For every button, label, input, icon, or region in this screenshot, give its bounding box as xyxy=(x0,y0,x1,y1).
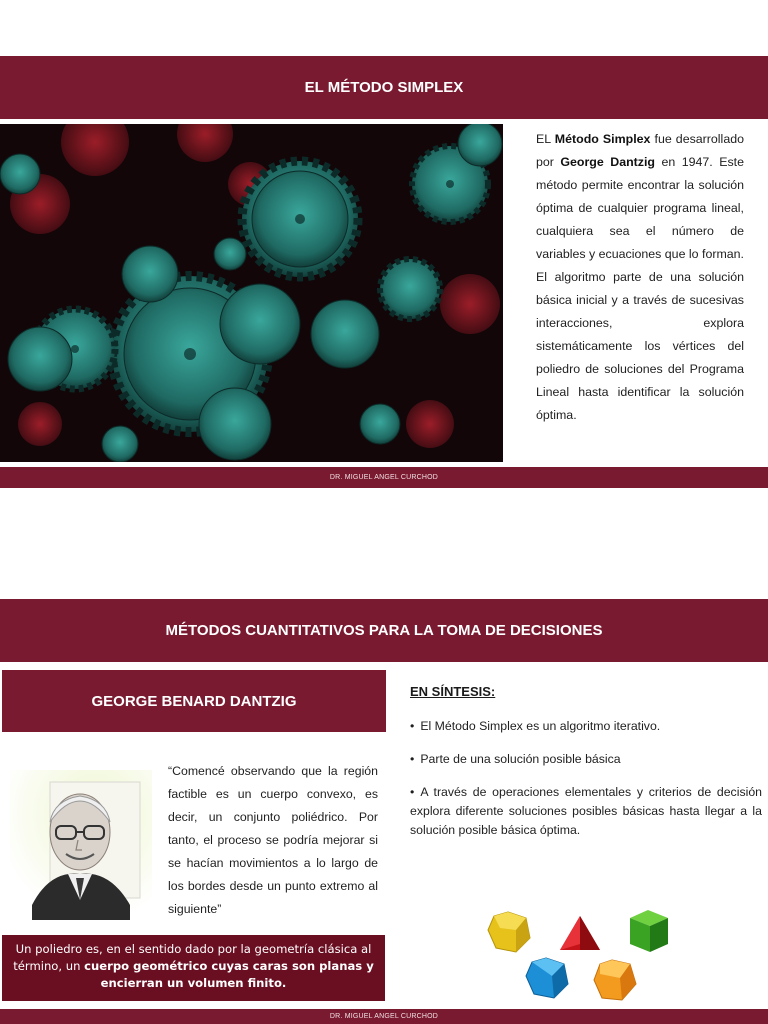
summary-item-text: A través de operaciones elementales y criterios de decisión explora diferente soluciones posibles básicas hasta llegar a la solución posible básica óptima. xyxy=(410,785,762,837)
portrait-image xyxy=(10,770,152,920)
blue-polyhedron-icon xyxy=(526,958,568,998)
slide-title: MÉTODOS CUANTITATIVOS PARA LA TOMA DE DECISIONES xyxy=(0,599,768,662)
summary-list xyxy=(410,717,762,840)
bullet-icon: • xyxy=(410,752,415,766)
slide-footer: DR. MIGUEL ANGEL CURCHOD xyxy=(0,1009,768,1024)
gears-image xyxy=(0,124,503,462)
dantzig-quote: “Comencé observando que la región factible es un cuerpo convexo, es decir, un conjunto poliédrico. Por tanto, el proceso se podría mejorar si se hacían movimientos a lo largo de los bordes desde un punto extremo al siguiente” xyxy=(168,764,378,916)
bullet-icon: • xyxy=(410,785,415,799)
slide-footer: DR. MIGUEL ANGEL CURCHOD xyxy=(0,467,768,488)
yellow-polyhedron-icon xyxy=(488,912,530,952)
summary-item-text: Parte de una solución posible básica xyxy=(420,752,621,766)
definition-bold: cuerpo geométrico cuyas caras son planas y encierran un volumen finito. xyxy=(84,959,374,990)
slide-title: EL MÉTODO SIMPLEX xyxy=(0,56,768,119)
desc-bold-author: George Dantzig xyxy=(560,155,655,169)
list-item xyxy=(410,783,762,840)
red-pyramid-icon xyxy=(560,916,600,950)
polyhedra-image xyxy=(480,904,680,1012)
polyhedron-definition xyxy=(2,935,385,1001)
definition-text: Un poliedro es, en el sentido dado por la geometría clásica al término, un xyxy=(13,942,372,973)
name-box: GEORGE BENARD DANTZIG xyxy=(2,670,386,732)
desc-text-3: en 1947. Este método permite encontrar la solución óptima de cualquier programa lineal, cualquiera sea el número de variables y ecuaciones que lo forman. El algoritmo parte de una solución básica inicial y a través de sucesivas interacciones, explora sistemáticamente los vértices del poliedro de soluciones del Programa Lineal hasta identificar la solución óptima. xyxy=(536,155,745,422)
summary-section xyxy=(410,684,762,854)
green-cube-icon xyxy=(630,910,668,952)
bullet-icon: • xyxy=(410,719,415,733)
desc-text-2: fue desarrollado por xyxy=(536,132,744,169)
slide-simplex xyxy=(0,0,768,490)
summary-heading: EN SÍNTESIS: xyxy=(410,684,496,699)
description-text xyxy=(536,128,744,427)
summary-item-text: El Método Simplex es un algoritmo iterativo. xyxy=(420,719,661,733)
list-item xyxy=(410,717,762,736)
orange-polyhedron-icon xyxy=(594,960,636,1000)
slide-dantzig xyxy=(0,534,768,1024)
desc-bold-method: Método Simplex xyxy=(554,132,651,146)
list-item xyxy=(410,750,762,769)
desc-text-1: EL xyxy=(536,132,555,146)
